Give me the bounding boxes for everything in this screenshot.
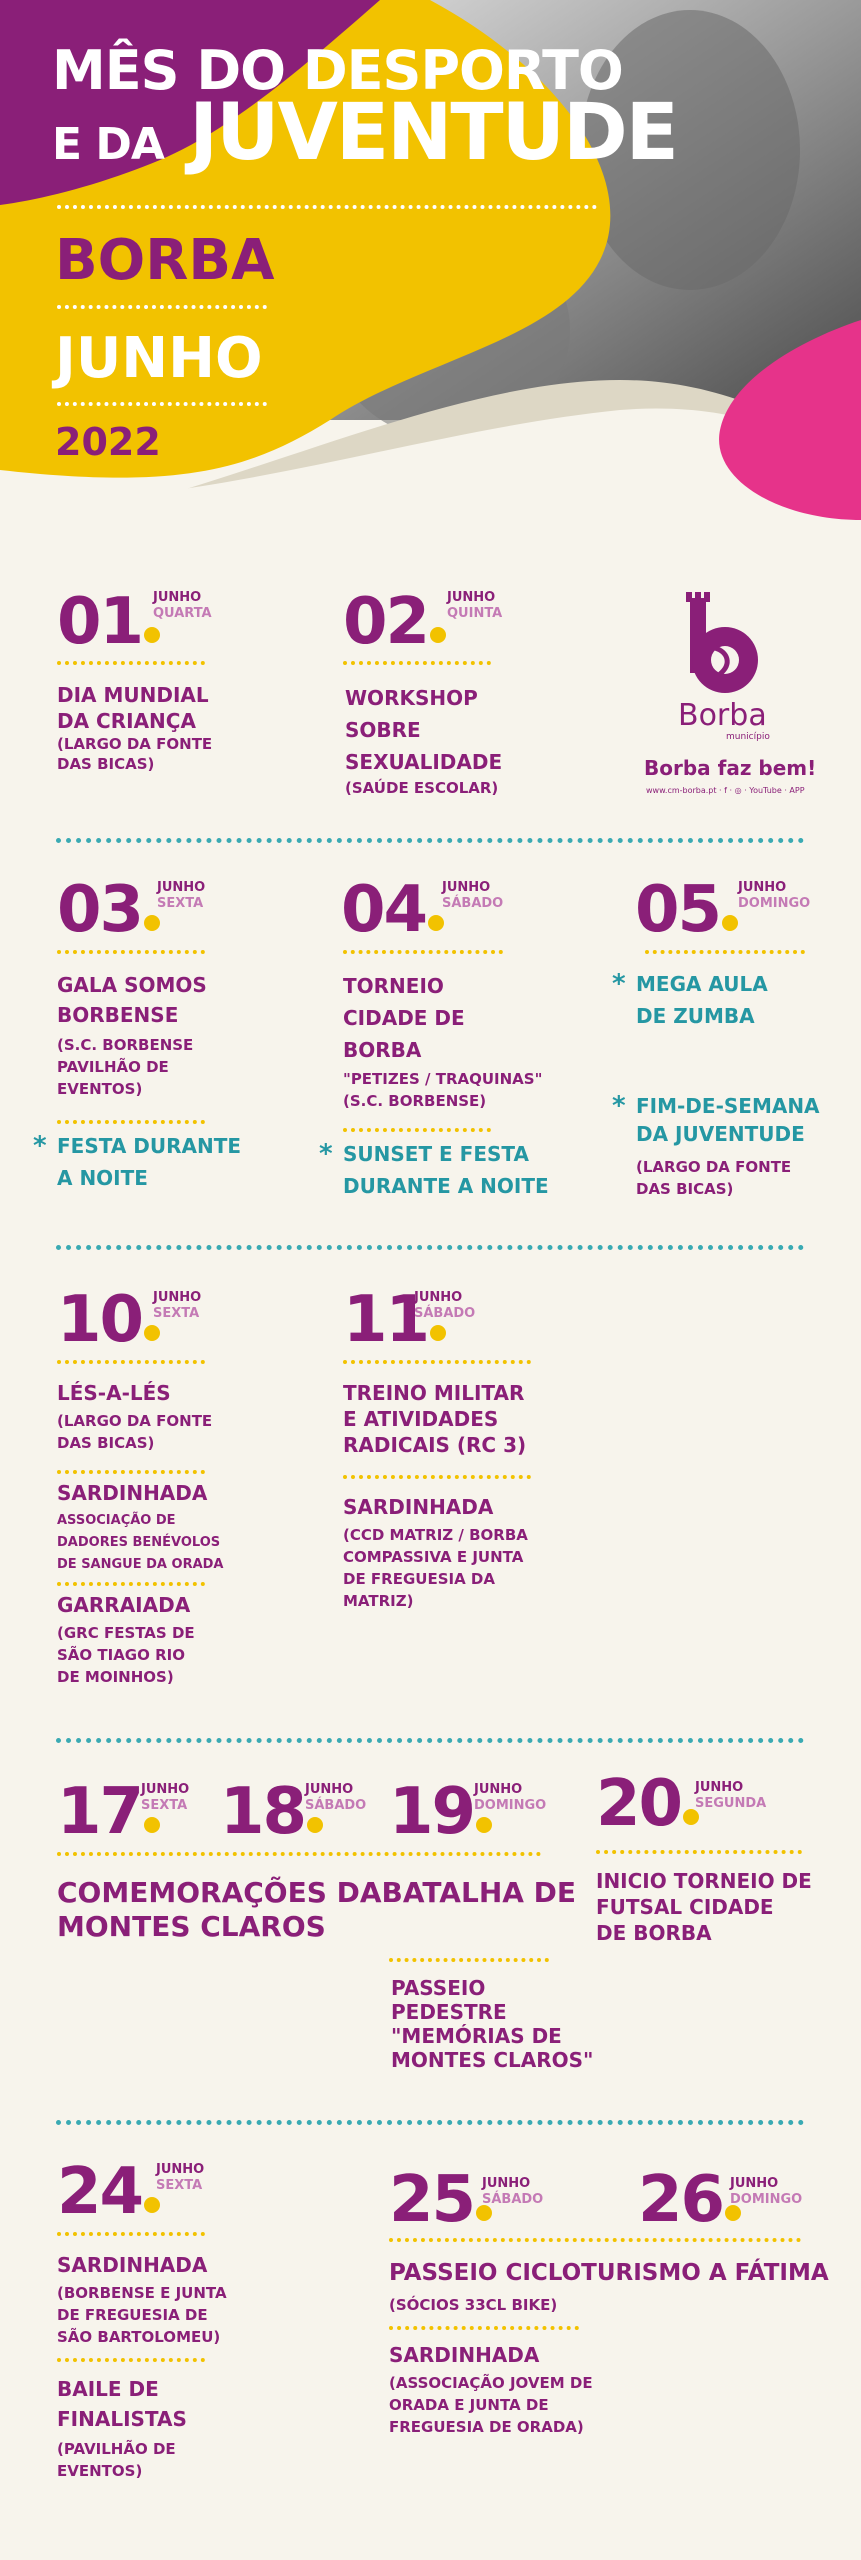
event-title: INICIO TORNEIO DE FUTSAL CIDADE DE BORBA: [596, 1869, 812, 1945]
asterisk-icon: *: [33, 1131, 47, 1161]
divider: [343, 950, 503, 954]
event-subtitle: (SAÚDE ESCOLAR): [345, 779, 499, 797]
hero-town: BORBA: [55, 228, 275, 293]
divider: [57, 305, 267, 309]
day-number: 25: [389, 2168, 492, 2232]
event-subtitle: (BORBENSE E JUNTA DE FREGUESIA DE SÃO BARTOLOMEU): [57, 2284, 227, 2346]
event-subtitle: (LARGO DA FONTE DAS BICAS): [57, 1412, 213, 1452]
website-link[interactable]: www.cm-borba.pt: [646, 786, 717, 795]
borba-b-icon: [680, 590, 780, 700]
event-title: DIA MUNDIAL DA CRIANÇA: [57, 683, 209, 733]
event-title: SARDINHADA: [57, 2253, 208, 2277]
youtube-icon[interactable]: YouTube: [749, 786, 782, 795]
day-label: JUNHO QUINTA: [447, 590, 503, 621]
section-divider: [56, 2120, 804, 2125]
event-title: TREINO MILITAR E ATIVIDADES RADICAIS (RC 3): [343, 1381, 527, 1457]
asterisk-icon: *: [319, 1139, 333, 1169]
event-title: GARRAIADA: [57, 1593, 191, 1617]
event-highlight: * SUNSET E FESTA DURANTE A NOITE: [319, 1139, 549, 1198]
day-number: 20: [596, 1772, 699, 1836]
day-label: JUNHO QUARTA: [153, 590, 212, 621]
divider: [57, 1852, 541, 1856]
divider: [57, 661, 205, 665]
event-subtitle: (SÓCIOS 33CL BIKE): [389, 2296, 558, 2314]
divider: [389, 2238, 801, 2242]
event-subtitle: (PAVILHÃO DE EVENTOS): [57, 2440, 176, 2480]
event-highlight: * MEGA AULA DE ZUMBA: [612, 969, 768, 1028]
hero-year: 2022: [55, 420, 161, 464]
section-divider: [56, 1738, 804, 1743]
day-number: 10: [57, 1288, 160, 1352]
day-number: 17: [57, 1780, 160, 1844]
divider: [389, 1958, 549, 1962]
divider: [343, 1475, 531, 1479]
divider: [57, 1582, 205, 1586]
day-number: 18: [220, 1780, 323, 1844]
day-label: JUNHO SÁBADO: [305, 1782, 367, 1813]
hero-banner: [0, 0, 861, 540]
day-label: JUNHO SEXTA: [153, 1290, 202, 1321]
logo-subtitle: município: [726, 732, 770, 742]
event-title: BAILE DE FINALISTAS: [57, 2377, 187, 2431]
event-highlight: * FIM-DE-SEMANA DA JUVENTUDE: [612, 1091, 820, 1146]
section-divider: [56, 1245, 804, 1250]
day-number: 11: [343, 1288, 446, 1352]
borba-logo: [640, 590, 820, 810]
event-subtitle: (S.C. BORBENSE PAVILHÃO DE EVENTOS): [57, 1036, 194, 1098]
event-title: PASSEIO CICLOTURISMO A FÁTIMA: [389, 2260, 829, 2286]
divider: [57, 950, 205, 954]
hero-title-line2b: JUVENTUDE: [189, 88, 677, 178]
event-subtitle: (GRC FESTAS DE SÃO TIAGO RIO DE MOINHOS): [57, 1624, 195, 1686]
day-label: JUNHO SÁBADO: [442, 880, 504, 911]
day-label: JUNHO SEXTA: [141, 1782, 190, 1813]
divider: [645, 950, 805, 954]
event-subtitle: "PETIZES / TRAQUINAS" (S.C. BORBENSE): [343, 1070, 543, 1110]
divider: [57, 1470, 205, 1474]
asterisk-icon: *: [612, 1091, 626, 1121]
day-number: 26: [638, 2168, 741, 2232]
event-title: PASSEIO PEDESTRE "MEMÓRIAS DE MONTES CLAROS": [391, 1976, 594, 2072]
day-label: JUNHO SÁBADO: [414, 1290, 476, 1321]
day-number: 04: [341, 878, 444, 942]
day-number: 24: [57, 2160, 160, 2224]
day-label: JUNHO DOMINGO: [474, 1782, 547, 1813]
event-subtitle: ASSOCIAÇÃO DE DADORES BENÉVOLOS DE SANGUE DA ORADA: [57, 1513, 224, 1572]
event-title: SARDINHADA: [343, 1495, 494, 1519]
logo-name: Borba: [678, 698, 767, 733]
day-number: 02: [343, 590, 446, 654]
divider: [57, 2232, 205, 2236]
event-title: LÉS-A-LÉS: [57, 1381, 171, 1405]
day-label: JUNHO SEXTA: [156, 2162, 205, 2193]
divider: [57, 205, 597, 209]
day-label: JUNHO DOMINGO: [738, 880, 811, 911]
hero-title: [52, 39, 677, 178]
day-number: 19: [389, 1780, 492, 1844]
divider: [596, 1850, 802, 1854]
event-title: SARDINHADA: [389, 2343, 540, 2367]
divider: [343, 1128, 491, 1132]
divider: [57, 1360, 205, 1364]
day-number: 01: [57, 590, 160, 654]
event-highlight: * FESTA DURANTE A NOITE: [33, 1131, 242, 1190]
hero-title-line2: [52, 88, 677, 178]
divider: [57, 2358, 205, 2362]
hero-title-line1: MÊS DO DESPORTO: [52, 39, 623, 102]
divider: [57, 402, 267, 406]
instagram-icon[interactable]: ◎: [734, 786, 742, 795]
event-subtitle: (CCD MATRIZ / BORBA COMPASSIVA E JUNTA DE FREGUESIA DA MATRIZ): [343, 1526, 528, 1610]
event-title: COMEMORAÇÕES DABATALHA DE MONTES CLAROS: [57, 1876, 577, 1943]
event-subtitle: (ASSOCIAÇÃO JOVEM DE ORADA E JUNTA DE FREGUESIA DE ORADA): [389, 2374, 593, 2436]
day-label: JUNHO DOMINGO: [730, 2176, 803, 2207]
divider: [389, 2326, 579, 2330]
facebook-icon[interactable]: f: [724, 786, 727, 795]
day-number: 05: [635, 878, 738, 942]
event-subtitle: (LARGO DA FONTE DAS BICAS): [636, 1158, 792, 1198]
event-title: WORKSHOP SOBRE SEXUALIDADE: [345, 686, 503, 774]
hero-title-line2a: E DA: [52, 119, 164, 170]
day-number: 03: [57, 878, 160, 942]
event-subtitle: (LARGO DA FONTE DAS BICAS): [57, 735, 213, 773]
event-title: TORNEIO CIDADE DE BORBA: [343, 974, 465, 1062]
event-title: GALA SOMOS BORBENSE: [57, 973, 207, 1027]
event-title: SARDINHADA: [57, 1481, 208, 1505]
hero-month: JUNHO: [55, 326, 263, 391]
divider: [343, 661, 491, 665]
app-label[interactable]: APP: [789, 786, 805, 795]
divider: [57, 1120, 205, 1124]
logo-footer: www.cm-borba.pt · f · ◎ · YouTube · APP: [646, 786, 805, 795]
asterisk-icon: *: [612, 969, 626, 999]
logo-slogan: Borba faz bem!: [644, 756, 817, 780]
section-divider: [56, 838, 804, 843]
day-label: JUNHO SÁBADO: [482, 2176, 544, 2207]
divider: [343, 1360, 531, 1364]
day-label: JUNHO SEXTA: [157, 880, 206, 911]
day-label: JUNHO SEGUNDA: [695, 1780, 767, 1811]
